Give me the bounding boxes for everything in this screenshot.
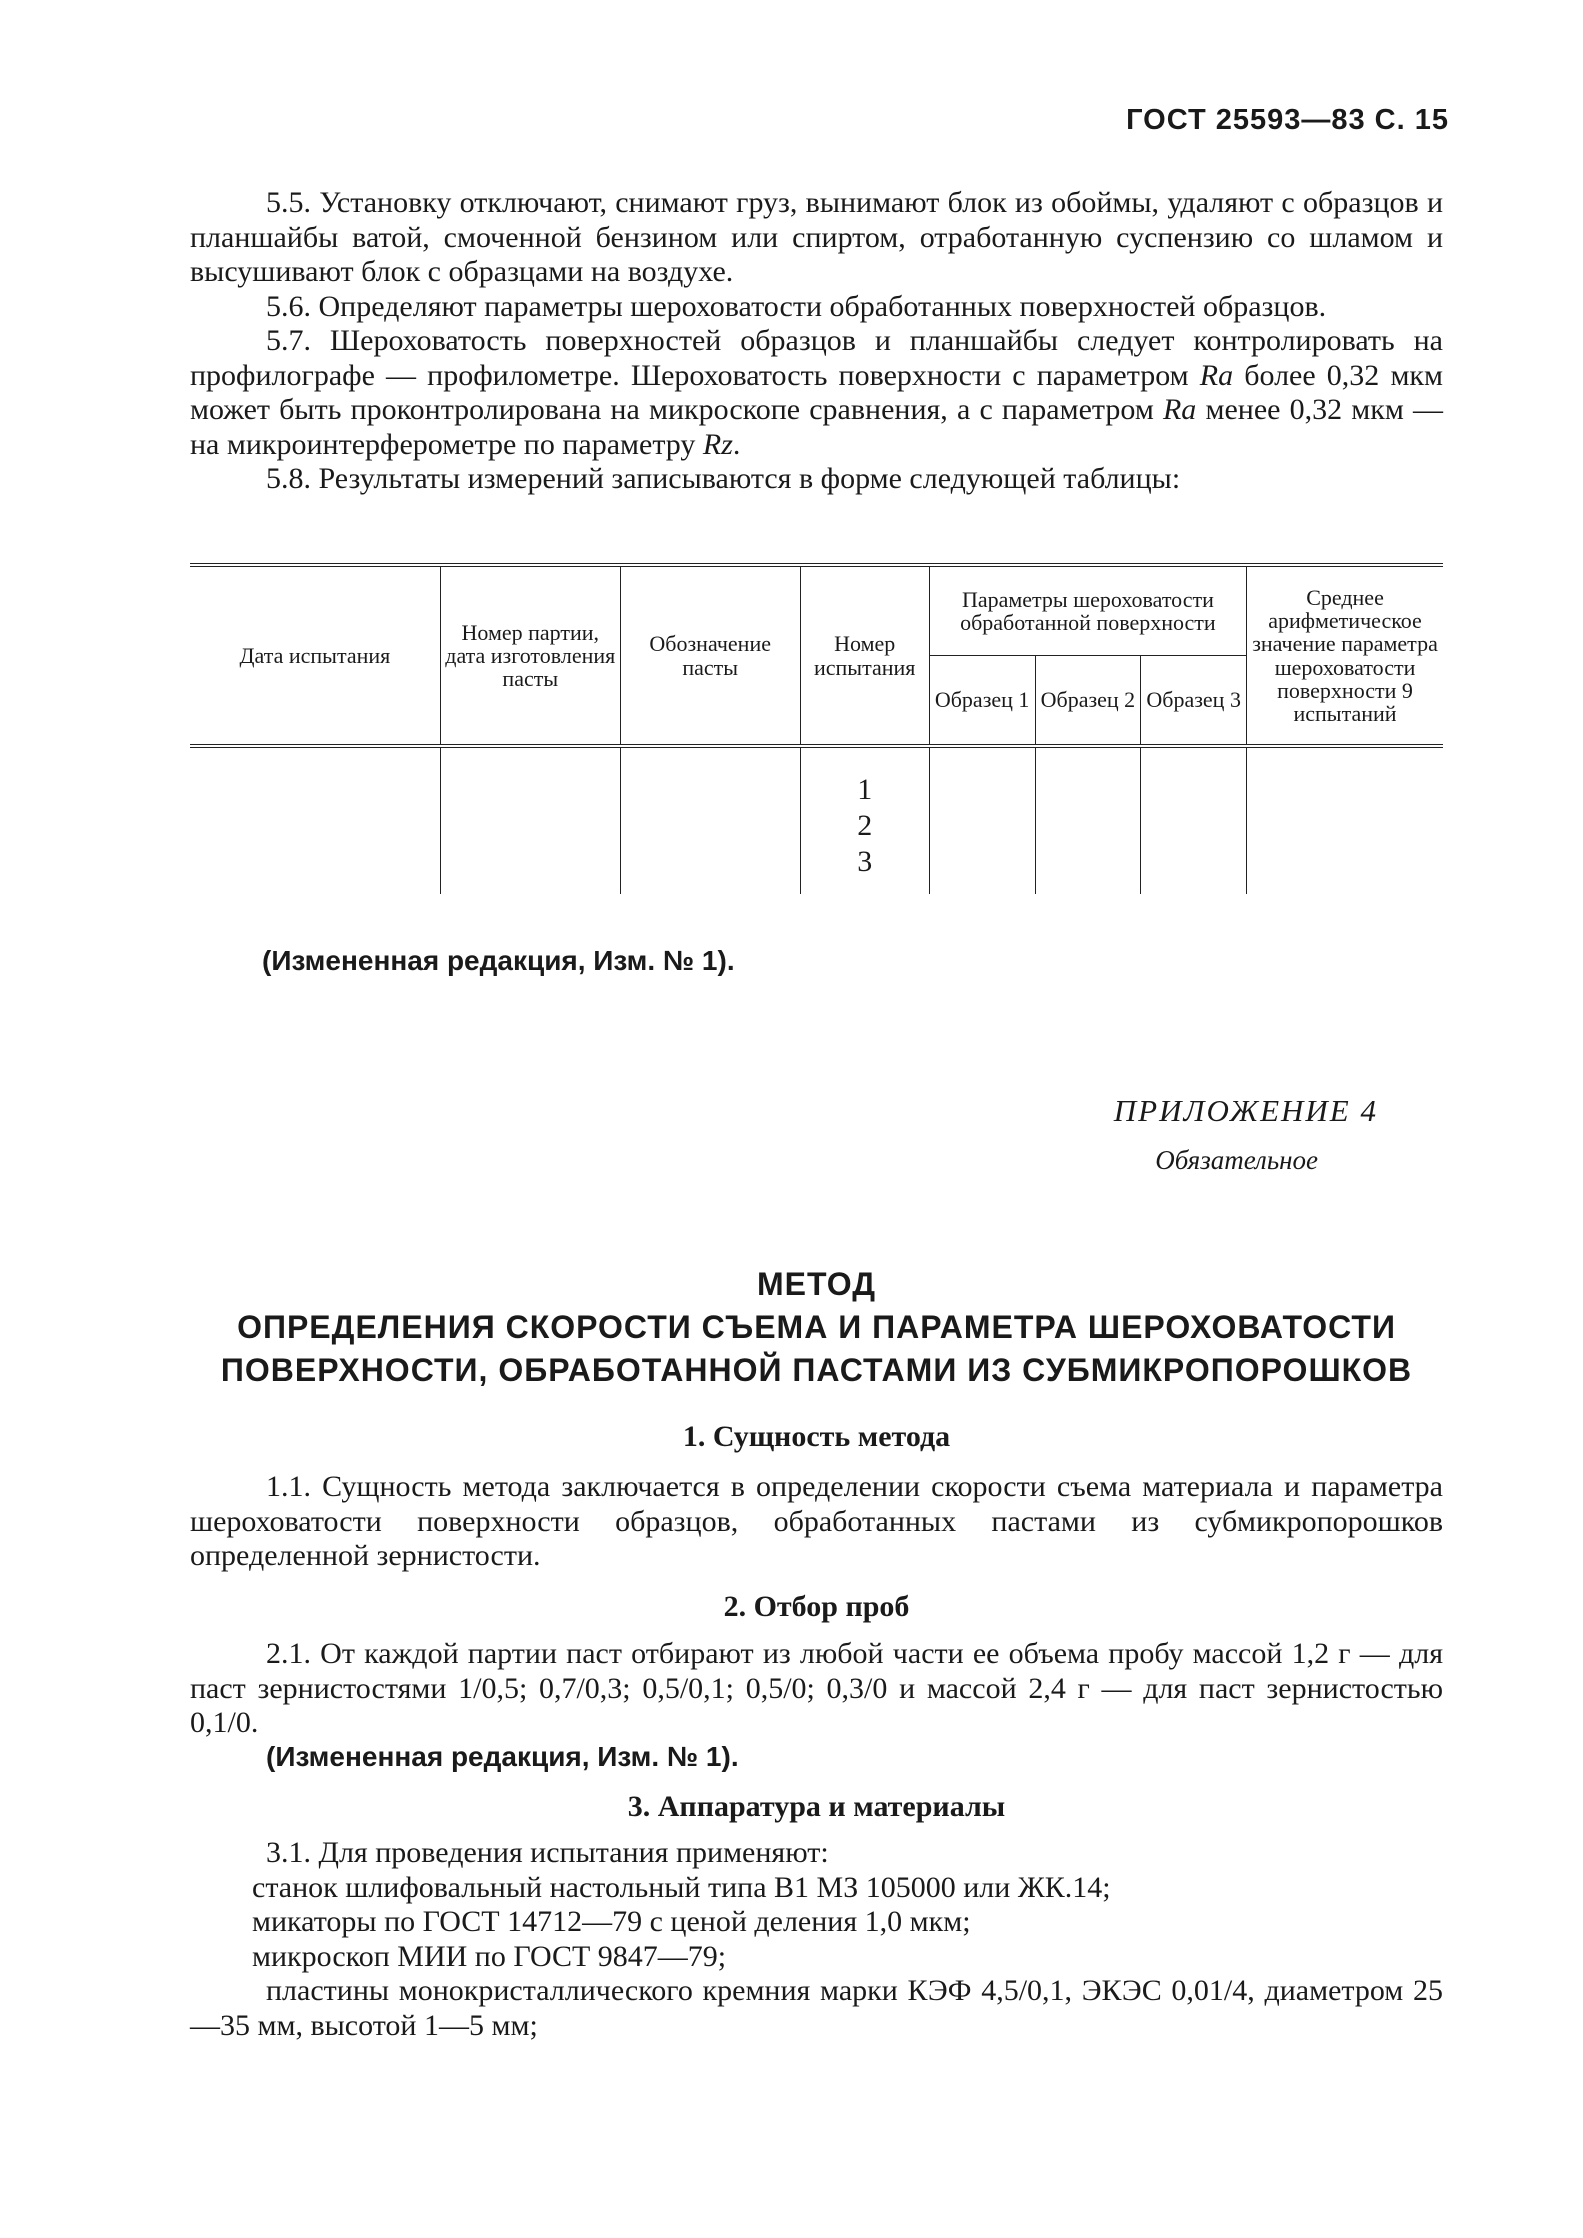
header-paste: Обозначение пасты xyxy=(620,565,800,746)
running-head: ГОСТ 25593—83 С. 15 xyxy=(1126,104,1449,136)
paragraph-5-7-part-d: . xyxy=(732,427,741,461)
rz-symbol: Rz xyxy=(702,427,733,461)
paragraph-5-5: 5.5. Установку отключают, снимают груз, вынимают блок из обоймы, удаляют с образцов и планшайбы ватой, смоченной бензином или спиртом, отработанную суспензию со шламом и высушивают блок с образцами на воздухе. xyxy=(190,186,1443,288)
table-cell xyxy=(620,746,800,894)
appendix-status: Обязательное xyxy=(1155,1145,1318,1175)
section-3-text xyxy=(190,1836,1443,2043)
table-cell xyxy=(1247,746,1443,894)
paragraph-5-7 xyxy=(190,324,1443,462)
amendment-note: (Измененная редакция, Изм. № 1). xyxy=(266,1740,739,1772)
header-mean: Среднее арифметическое значение параметра шероховатости поверхности 9 испытаний xyxy=(1247,565,1443,746)
results-table xyxy=(190,563,1443,894)
paragraph-1-1: 1.1. Сущность метода заключается в определении скорости съема материала и параметра шероховатости поверхности образцов, обработанных пастами из субмикропорошков определенной зернистости. xyxy=(190,1470,1443,1572)
test-number: 3 xyxy=(857,845,873,878)
title-line-2: ОПРЕДЕЛЕНИЯ СКОРОСТИ СЪЕМА И ПАРАМЕТРА ШЕРОХОВАТОСТИ xyxy=(237,1309,1396,1346)
test-number-list xyxy=(805,750,925,880)
section-5-text xyxy=(190,186,1443,497)
title-line-1: МЕТОД xyxy=(756,1266,876,1302)
ra-symbol: Ra xyxy=(1162,393,1197,426)
section-2-heading: 2. Отбор проб xyxy=(723,1590,910,1623)
paragraph-5-6: 5.6. Определяют параметры шероховатости обработанных поверхностей образцов. xyxy=(266,289,1327,323)
list-item: микроскоп МИИ по ГОСТ 9847—79; xyxy=(252,1939,727,1973)
section-1-text xyxy=(190,1470,1443,1574)
section-2-text xyxy=(190,1637,1443,1773)
method-title xyxy=(190,1263,1443,1393)
appendix-label: ПРИЛОЖЕНИЕ 4 xyxy=(1113,1093,1378,1128)
list-item: пластины монокристаллического кремния марки КЭФ 4,5/0,1, ЭКЭС 0,01/4, диаметром 25—35 мм, высотой 1—5 мм; xyxy=(190,1974,1443,2042)
table-row xyxy=(190,746,1443,894)
table-cell xyxy=(190,746,440,894)
header-roughness: Параметры шероховатости обработанной поверхности xyxy=(929,565,1246,656)
header-batch: Номер партии, дата изготовления пасты xyxy=(440,565,620,746)
list-item: станок шлифовальный настольный типа В1 МЗ 105000 или ЖК.14; xyxy=(252,1870,1111,1904)
header-test-number: Номер испытания xyxy=(800,565,929,746)
title-line-3: ПОВЕРХНОСТИ, ОБРАБОТАННОЙ ПАСТАМИ ИЗ СУБМИКРОПОРОШКОВ xyxy=(220,1352,1413,1389)
paragraph-5-7-part-b: более 0,32 мкм может быть проконтролирована на микроскопе сравнения, а с параметром xyxy=(190,358,1443,426)
header-sample-1: Образец 1 xyxy=(929,656,1035,747)
amendment-note: (Измененная редакция, Изм. № 1). xyxy=(262,945,735,976)
section-3-heading: 3. Аппаратура и материалы xyxy=(627,1790,1006,1823)
header-sample-3: Образец 3 xyxy=(1141,656,1247,747)
header-sample-2: Образец 2 xyxy=(1035,656,1141,747)
paragraph-3-1: 3.1. Для проведения испытания применяют: xyxy=(266,1836,829,1869)
table-cell xyxy=(1035,746,1141,894)
table-cell xyxy=(929,746,1035,894)
section-1-heading: 1. Сущность метода xyxy=(682,1420,951,1453)
ra-symbol: Ra xyxy=(1199,358,1234,392)
paragraph-5-7-part-c: менее 0,32 мкм — на микроинтерферометре по параметру xyxy=(190,393,1444,461)
table-cell xyxy=(440,746,620,894)
table-cell xyxy=(800,746,929,894)
paragraph-2-1: 2.1. От каждой партии паст отбирают из любой части ее объема пробу массой 1,2 г — для паст зернистостями 1/0,5; 0,7/0,3; 0,5/0,1; 0,5/0; 0,3/0 и массой 2,4 г — для паст зернистостью 0,1/0. xyxy=(190,1637,1443,1739)
header-date: Дата испытания xyxy=(190,565,440,746)
table-cell xyxy=(1141,746,1247,894)
list-item: микаторы по ГОСТ 14712—79 с ценой деления 1,0 мкм; xyxy=(252,1905,971,1938)
test-number: 2 xyxy=(857,809,873,842)
paragraph-5-7-part-a: 5.7. Шероховатость поверхностей образцов и планшайбы следует контролировать на профилографе — профилометре. Шероховатость поверхности с параметром xyxy=(190,324,1443,392)
test-number: 1 xyxy=(857,773,873,806)
paragraph-5-8: 5.8. Результаты измерений записываются в форме следующей таблицы: xyxy=(266,462,1181,495)
